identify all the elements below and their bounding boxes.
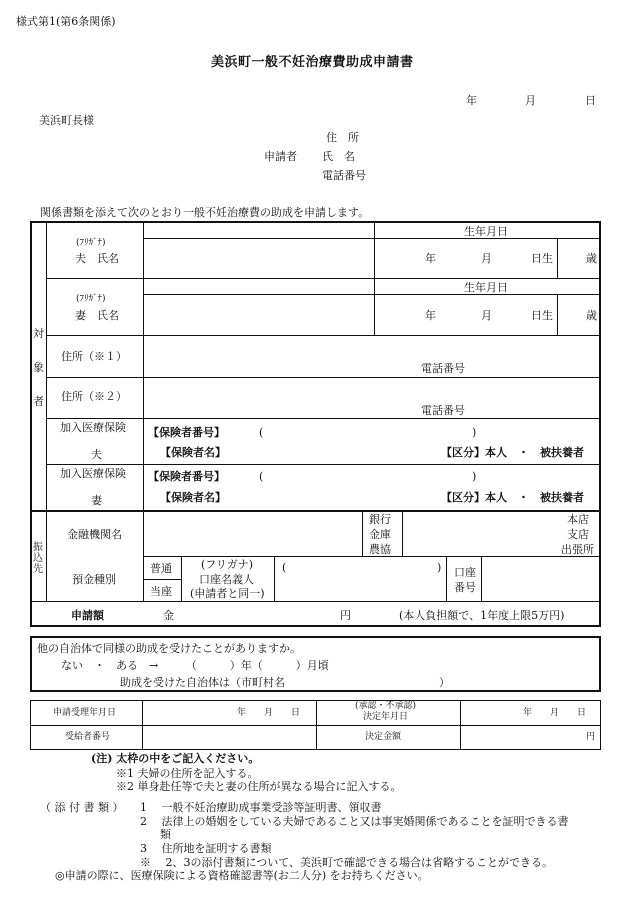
husband-birth-month: 月 (481, 252, 492, 265)
applicant-address-label: 住 所 (326, 131, 359, 144)
applicant-name-label: 氏 名 (322, 150, 355, 163)
account-holder-kana-label: (フリガナ) (201, 558, 254, 571)
insurance-husband-sub: 夫 (91, 448, 102, 461)
other-options[interactable]: ない ・ ある → （ ）年（ ）月頃 (61, 659, 329, 672)
account-holder-paren-close: ) (437, 561, 442, 574)
insurance-wife-sub: 妻 (91, 494, 102, 507)
wife-name-field[interactable] (144, 295, 373, 334)
applicant-phone-label: 電話番号 (322, 169, 366, 182)
account-holder-label: 口座名義人 (199, 573, 254, 586)
other-municipality-line[interactable]: 助成を受けた自治体は（市町村名 ） (120, 676, 450, 689)
amount-currency-prefix: 金 (163, 609, 174, 622)
husband-insurer-number-label: 【保険者番号】 (148, 426, 225, 439)
form-number: 様式第1(第6条関係) (16, 15, 116, 28)
account-number-label-1: 口座 (454, 566, 476, 579)
husband-birthdate-label: 生年月日 (464, 225, 508, 238)
address1-label: 住所（※１） (61, 350, 127, 363)
wife-insurer-number-label: 【保険者番号】 (148, 470, 225, 483)
account-number-field[interactable] (482, 557, 599, 600)
husband-insurer-paren-close: ) (472, 426, 477, 439)
attachments-label: （ 添 付 書 類 ） (40, 801, 124, 814)
wife-name-label: 妻 氏名 (75, 309, 119, 322)
account-type-toza[interactable]: 当座 (150, 585, 172, 598)
wife-birth-month: 月 (481, 309, 492, 322)
target-side-label-2: 象 (33, 361, 44, 374)
account-type-label: 預金種別 (72, 573, 116, 586)
insurance-husband-label: 加入医療保険 (60, 421, 126, 434)
husband-category[interactable]: 【区分】本人 ・ 被扶養者 (441, 446, 584, 459)
attachment-3: 3 住所地を証明する書類 (140, 842, 272, 855)
husband-insurer-paren-open: ( (259, 426, 264, 439)
wife-category[interactable]: 【区分】本人 ・ 被扶養者 (441, 491, 584, 504)
address1-phone-label: 電話番号 (421, 362, 465, 375)
amount-yen: 円 (340, 609, 351, 622)
husband-insurer-name-label: 【保険者名】 (160, 446, 226, 459)
husband-name-field[interactable] (144, 239, 373, 277)
account-number-label-2: 番号 (454, 581, 476, 594)
wife-insurer-paren-open: ( (259, 470, 264, 483)
amount-note: (本人負担額で、1年度上限5万円) (399, 609, 565, 622)
husband-kana-label: (ﾌﾘｶﾞﾅ) (76, 238, 106, 248)
amount-label: 申請額 (71, 609, 104, 622)
recipient-number-label: 受給者番号 (65, 732, 111, 742)
amount-field[interactable] (180, 603, 335, 625)
notes-head: (注) 太枠の中をご記入ください。 (91, 752, 260, 765)
bank-institution-field[interactable] (144, 512, 361, 555)
insurance-wife-label: 加入医療保険 (60, 467, 126, 480)
intro-text: 関係書類を添えて次のとおり一般不妊治療費の助成を申請します。 (40, 206, 370, 219)
branch-honten[interactable]: 本店 (567, 513, 589, 526)
bank-side-label-1: 振 (33, 542, 43, 553)
bank-institution-label: 金融機関名 (67, 528, 122, 541)
bank-type-bank[interactable]: 銀行 (369, 513, 391, 526)
decided-amount-label: 決定金額 (365, 732, 402, 742)
husband-birth-day: 日生 (531, 252, 553, 265)
note-1: ※1 夫婦の住所を記入する。 (116, 767, 259, 780)
page-title: 美浜町一般不妊治療費助成申請書 (211, 55, 414, 70)
applicant-label: 申請者 (264, 150, 297, 163)
address2-field[interactable] (144, 378, 600, 417)
account-holder-note: (申請者と同一) (190, 587, 265, 600)
attachment-note: ※ 2、3の添付書類について、美浜町で確認できる場合は省略することができる。 (140, 856, 554, 869)
wife-birthdate-label: 生年月日 (464, 281, 508, 294)
wife-birth-year: 年 (425, 309, 436, 322)
date-month-label: 月 (525, 94, 536, 107)
decided-amount-yen: 円 (586, 732, 596, 742)
decision-date-ymd: 年 月 日 (523, 708, 587, 718)
attachment-1: 1 一般不妊治療助成事業受診等証明書、領収書 (140, 801, 382, 814)
wife-insurer-name-label: 【保険者名】 (160, 491, 226, 504)
received-date-label: 申請受理年月日 (53, 708, 117, 718)
date-day-label: 日 (585, 94, 596, 107)
account-type-futsu[interactable]: 普通 (150, 562, 172, 575)
addressee: 美浜町長様 (39, 114, 94, 127)
attachment-2: 2 法律上の婚姻をしている夫婦であること又は事実婚関係であることを証明できる書 (140, 815, 569, 828)
approval-label: (承認・不承認) (355, 701, 417, 711)
note-2: ※2 単身赴任等で夫と妻の住所が異なる場合に記入する。 (116, 780, 402, 793)
target-side-label-1: 対 (33, 327, 44, 340)
address2-phone-label: 電話番号 (421, 404, 465, 417)
bank-side-label-3: 先 (33, 564, 43, 575)
attachment-2-cont: 類 (160, 828, 171, 841)
wife-insurer-paren-close: ) (472, 470, 477, 483)
bank-type-nokyo[interactable]: 農協 (369, 543, 391, 556)
date-year-label: 年 (466, 94, 477, 107)
husband-birth-year: 年 (425, 252, 436, 265)
account-holder-paren-open: ( (282, 561, 287, 574)
footer-note: ◎申請の際に、医療保険による資格確認書等(お二人分) をお持ちください。 (55, 869, 429, 882)
wife-age: 歳 (586, 309, 597, 322)
address1-field[interactable] (144, 336, 600, 376)
branch-shucchojo[interactable]: 出張所 (561, 543, 594, 556)
received-date-ymd: 年 月 日 (237, 708, 301, 718)
husband-name-label: 夫 氏名 (75, 252, 119, 265)
decision-date-label: 決定年月日 (363, 712, 409, 722)
wife-birth-day: 日生 (531, 309, 553, 322)
other-question: 他の自治体で同様の助成を受けたことがありますか。 (37, 642, 301, 655)
wife-kana-label: (ﾌﾘｶﾞﾅ) (76, 294, 106, 304)
bank-type-kinko[interactable]: 金庫 (369, 528, 391, 541)
address2-label: 住所（※２） (61, 390, 127, 403)
branch-shiten[interactable]: 支店 (567, 528, 589, 541)
husband-age: 歳 (586, 252, 597, 265)
target-side-label-3: 者 (33, 395, 44, 408)
account-holder-field[interactable] (287, 558, 435, 598)
bank-side-label-2: 込 (33, 553, 43, 564)
